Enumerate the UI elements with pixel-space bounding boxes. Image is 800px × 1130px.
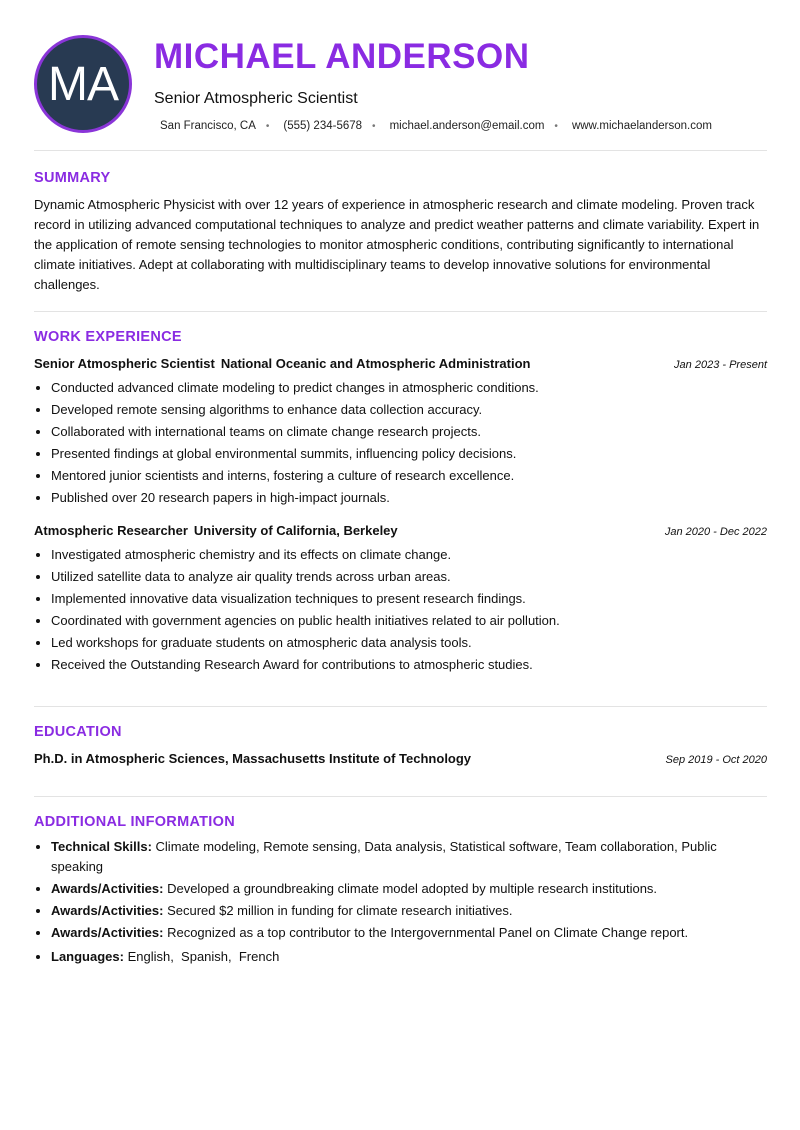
summary-text: Dynamic Atmospheric Physicist with over 12 years of experience in atmospheric research and climate modeling. Proven track record in utilizing advanced computational techniques to analyze and predict weather patterns and climate variability. Expert in the application of remote sensing technologies to monitor atmospheric conditions, contributing significantly to international climate initiatives. Adept at collaborating with multidisciplinary teams to develop innovative solutions for environmental challenges. bbox=[34, 197, 760, 292]
list-item: • Utilized satellite data to analyze air quality trends across urban areas. bbox=[51, 566, 767, 588]
list-item bbox=[51, 923, 767, 943]
contact-info bbox=[160, 120, 712, 132]
summary-section bbox=[34, 170, 767, 295]
list-item bbox=[51, 901, 767, 921]
item-text: English, Spanish, French bbox=[123, 949, 280, 964]
section-divider bbox=[34, 311, 767, 312]
job-bullets bbox=[34, 377, 767, 509]
list-item: • Collaborated with international teams on climate change research projects. bbox=[51, 421, 767, 443]
list-item: • Published over 20 research papers in high-impact journals. bbox=[51, 487, 767, 509]
avatar: MA bbox=[34, 35, 132, 133]
item-text: Developed a groundbreaking climate model adopted by multiple research institutions. bbox=[163, 881, 658, 896]
item-label: Awards/Activities: bbox=[51, 925, 164, 940]
list-item: • Led workshops for graduate students on atmospheric data analysis tools. bbox=[51, 632, 767, 654]
section-divider bbox=[34, 796, 767, 797]
job-org: National Oceanic and Atmospheric Administration bbox=[220, 356, 531, 371]
job-title: Atmospheric Researcher bbox=[34, 523, 188, 538]
list-item: • Mentored junior scientists and interns, fostering a culture of research excellence. bbox=[51, 465, 767, 487]
list-item: • Presented findings at global environmental summits, influencing policy decisions. bbox=[51, 443, 767, 465]
contact-website[interactable]: www.michaelanderson.com bbox=[571, 120, 712, 132]
item-label: Languages: bbox=[51, 949, 124, 964]
education-section bbox=[34, 724, 767, 766]
job-date: Jan 2023 - Present bbox=[674, 359, 767, 371]
list-item: • Conducted advanced climate modeling to predict changes in atmospheric conditions. bbox=[51, 377, 767, 399]
list-item: • Coordinated with government agencies on public health initiatives related to air pollution. bbox=[51, 610, 767, 632]
list-item: • Developed remote sensing algorithms to enhance data collection accuracy. bbox=[51, 399, 767, 421]
additional-list bbox=[34, 837, 767, 967]
candidate-name: MICHAEL ANDERSON bbox=[154, 37, 530, 76]
resume-page bbox=[34, 0, 767, 964]
job-date: Jan 2020 - Dec 2022 bbox=[664, 526, 767, 538]
job-entry bbox=[34, 523, 767, 676]
bullet-separator-icon: • bbox=[372, 120, 376, 132]
job-entry bbox=[34, 356, 767, 509]
job-org: University of California, Berkeley bbox=[193, 523, 398, 538]
section-divider bbox=[34, 706, 767, 707]
list-item: • Received the Outstanding Research Award for contributions to atmospheric studies. bbox=[51, 654, 767, 676]
job-bullets bbox=[34, 544, 767, 676]
item-label: Technical Skills: bbox=[51, 839, 152, 854]
additional-heading: ADDITIONAL INFORMATION bbox=[34, 814, 235, 830]
candidate-title: Senior Atmospheric Scientist bbox=[154, 90, 358, 107]
education-heading: EDUCATION bbox=[34, 724, 122, 740]
list-item bbox=[51, 947, 767, 967]
header-divider bbox=[34, 150, 767, 151]
item-text: Secured $2 million in funding for climate research initiatives. bbox=[163, 903, 513, 918]
education-degree: Ph.D. in Atmospheric Sciences, Massachusetts Institute of Technology bbox=[34, 751, 472, 766]
job-title-line bbox=[34, 356, 531, 371]
job-title: Senior Atmospheric Scientist bbox=[34, 356, 215, 371]
contact-email[interactable]: michael.anderson@email.com bbox=[389, 120, 545, 132]
contact-phone: (555) 234-5678 bbox=[283, 120, 363, 132]
item-label: Awards/Activities: bbox=[51, 881, 164, 896]
additional-info-section bbox=[34, 814, 767, 969]
work-heading: WORK EXPERIENCE bbox=[34, 329, 182, 345]
list-item bbox=[51, 837, 767, 877]
list-item bbox=[51, 879, 767, 899]
item-text: Climate modeling, Remote sensing, Data analysis, Statistical software, Team collaboration, Public speaking bbox=[51, 839, 717, 874]
item-text: Recognized as a top contributor to the Intergovernmental Panel on Climate Change report. bbox=[163, 925, 689, 940]
bullet-separator-icon: • bbox=[554, 120, 558, 132]
contact-location: San Francisco, CA bbox=[160, 120, 256, 132]
summary-heading: SUMMARY bbox=[34, 170, 111, 186]
work-experience-section bbox=[34, 329, 767, 676]
item-label: Awards/Activities: bbox=[51, 903, 164, 918]
education-date: Sep 2019 - Oct 2020 bbox=[665, 754, 767, 766]
list-item: • Implemented innovative data visualization techniques to present research findings. bbox=[51, 588, 767, 610]
resume-header bbox=[34, 0, 767, 150]
job-title-line bbox=[34, 523, 398, 538]
list-item: • Investigated atmospheric chemistry and its effects on climate change. bbox=[51, 544, 767, 566]
bullet-separator-icon: • bbox=[265, 120, 270, 132]
